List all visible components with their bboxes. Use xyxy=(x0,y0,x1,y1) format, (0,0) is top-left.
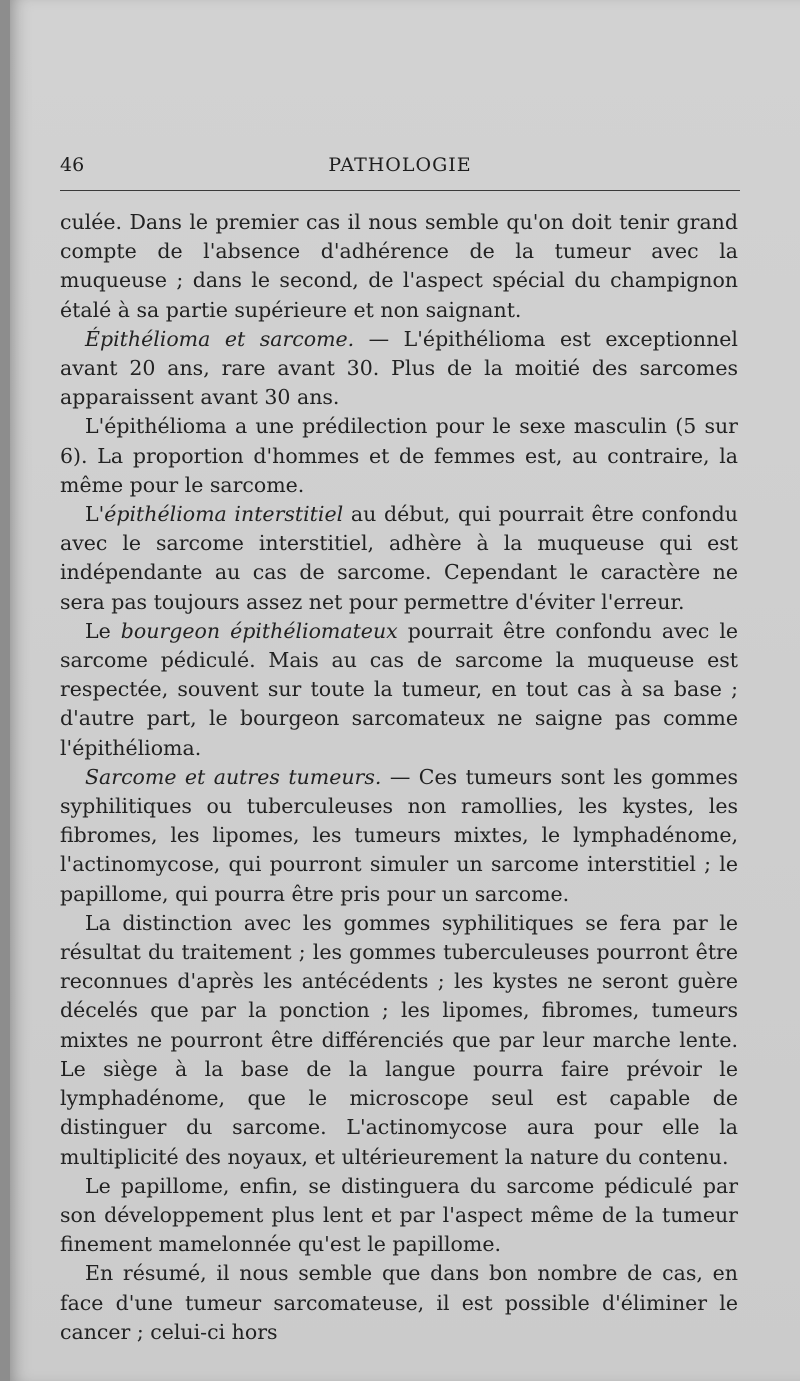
paragraph-text: pourrait être confondu avec le sarcome pédiculé. Mais au cas de sarcome la muqueuse est respectée, souvent sur toute la tumeur, en tout cas à sa base ; d'autre part, le bourgeon sarcomateux ne saigne pas comme l'épithélioma. xyxy=(60,618,739,760)
paragraph-text: L'épithélioma a une prédilection pour le sexe masculin (5 sur 6). La proportion d'hommes et de femmes est, au contraire, la même pour le sarcome. xyxy=(60,414,738,497)
italic-term: bourgeon épithéliomateux xyxy=(120,618,398,643)
paragraph-text: — L'épithélioma est exceptionnel avant 20 ans, rare avant 30. Plus de la moitié des sarcomes apparaissent avant 30 ans. xyxy=(60,326,738,410)
paragraph-text: culée. Dans le premier cas il nous semble qu'on doit tenir grand compte de l'absence d'adhérence de la tumeur avec la muqueuse ; dans le second, de l'aspect spécial du champignon étalé à sa partie supérieure et non saignant. xyxy=(60,210,738,322)
paragraph xyxy=(60,909,738,1172)
paragraph xyxy=(60,1259,738,1347)
paragraph-text: — Ces tumeurs sont les gommes syphilitiques ou tuberculeuses non ramollies, les kystes, les fibromes, les lipomes, les tumeurs mixtes, le lymphadénome, l'actinomycose, qui pourront simuler un sarcome interstitiel ; le papillome, qui pourra être pris pour un sarcome. xyxy=(60,764,738,906)
paragraph-lead: L' xyxy=(85,502,105,527)
paragraph-text: Le papillome, enfin, se distinguera du sarcome pédiculé par son développement plus lent et par l'aspect même de la tumeur finement mamelonnée qu'est le papillome. xyxy=(60,1173,738,1257)
italic-term: épithélioma interstitiel xyxy=(104,502,344,527)
paragraph-lead: Le xyxy=(85,618,121,643)
section-heading: Sarcome et autres tumeurs. xyxy=(85,764,382,789)
paragraph xyxy=(60,1172,738,1260)
paragraph xyxy=(60,412,738,500)
paragraph xyxy=(60,500,738,617)
body-text xyxy=(60,208,738,1347)
running-title: PATHOLOGIE xyxy=(328,154,472,176)
page-number: 46 xyxy=(60,154,85,176)
book-page xyxy=(10,0,800,1381)
section-heading: Épithélioma et sarcome. xyxy=(85,326,355,351)
paragraph-text: La distinction avec les gommes syphilitiques se fera par le résultat du traitement ; les gommes tuberculeuses pourront être reconnues d'après les antécédents ; les kystes ne seront guère décelés que par la ponction ; les lipomes, fibromes, tumeurs mixtes ne pourront être différenciés que par leur marche lente. Le siège à la base de la langue pourra faire prévoir le lymphadénome, que le microscope seul est capable de distinguer du sarcome. L'actinomycose aura pour elle la multiplicité des noyaux, et ultérieurement la nature du contenu. xyxy=(60,910,738,1169)
header-rule xyxy=(60,190,740,191)
paragraph-text: au début, qui pourrait être confondu avec le sarcome interstitiel, adhère à la muqueuse qui est indépendante au cas de sarcome. Cependant le caractère ne sera pas toujours assez net pour permettre d'éviter l'erreur. xyxy=(60,502,738,614)
paragraph xyxy=(60,763,738,909)
paragraph-text: En résumé, il nous semble que dans bon nombre de cas, en face d'une tumeur sarcomateuse, il est possible d'éliminer le cancer ; celui-ci hors xyxy=(60,1261,738,1344)
paragraph xyxy=(60,325,738,413)
paragraph xyxy=(60,208,738,325)
page-header xyxy=(60,152,740,180)
paragraph xyxy=(60,617,738,763)
